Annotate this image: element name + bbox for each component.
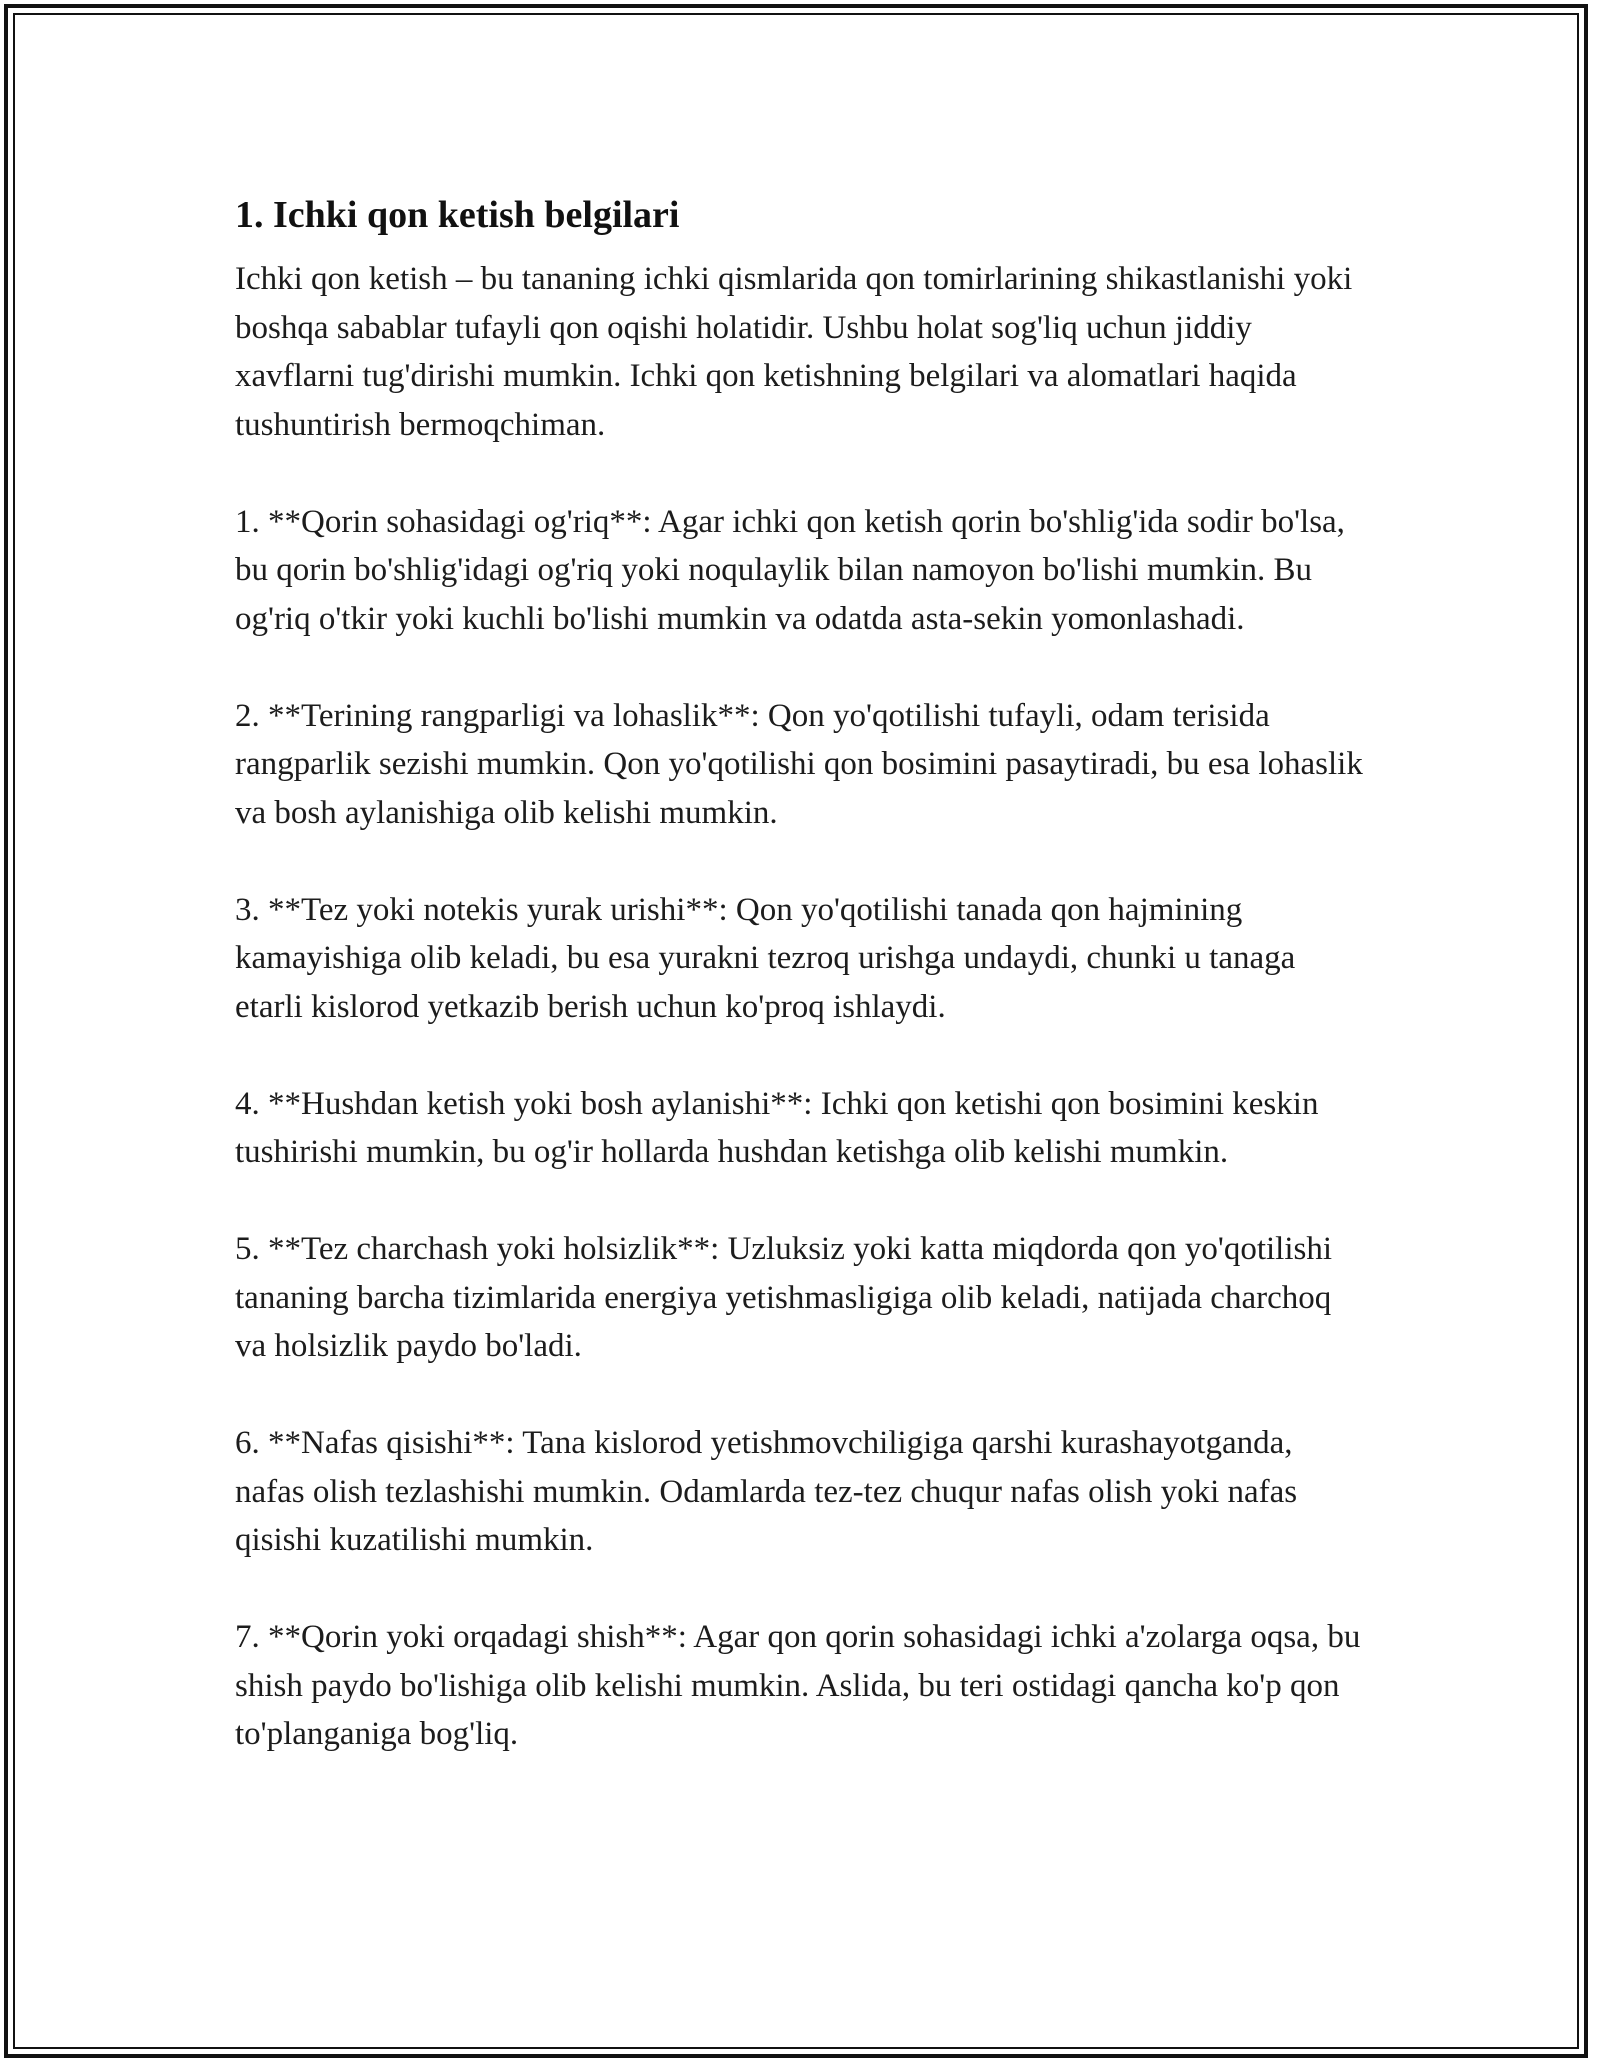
list-item: 3. **Tez yoki notekis yurak urishi**: Qon yo'qotilishi tanada qon hajmining kamayishiga olib keladi, bu esa yurakni tezroq urishga undaydi, chunki u tanaga etarli kislorod yetkazib berish uchun ko'proq ishlaydi. (235, 891, 1296, 1025)
list-item: 7. **Qorin yoki orqadagi shish**: Agar qon qorin sohasidagi ichki a'zolarga oqsa, bu shish paydo bo'lishiga olib kelishi mumkin. Aslida, bu teri ostidagi qancha ko'p qon to'planganiga bog'liq. (235, 1619, 1361, 1752)
list-item: 5. **Tez charchash yoki holsizlik**: Uzluksiz yoki katta miqdorda qon yo'qotilishi tananing barcha tizimlarida energiya yetishmasligiga olib keladi, natijada charchoq va holsizlik paydo bo'ladi. (235, 1231, 1333, 1364)
document-body (235, 185, 1370, 1807)
list-item: 2. **Terining rangparligi va lohaslik**: Qon yo'qotilishi tufayli, odam terisida rangparlik sezishi mumkin. Qon yo'qotilishi qon bosimini pasaytiradi, bu esa lohaslik va bosh aylanishiga olib kelishi mumkin. (235, 697, 1363, 831)
intro-paragraph: Ichki qon ketish – bu tananing ichki qismlarida qon tomirlarining shikastlanishi yoki boshqa sabablar tufayli qon oqishi holatidir. Ushbu holat sog'liq uchun jiddiy xavflarni tug'dirishi mumkin. Ichki qon ketishning belgilari va alomatlari haqida tushuntirish bermoqchiman. (235, 261, 1353, 443)
list-item: 6. **Nafas qisishi**: Tana kislorod yetishmovchiligiga qarshi kurashayotganda, nafas olish tezlashishi mumkin. Odamlarda tez-tez chuqur nafas olish yoki nafas qisishi kuzatilishi mumkin. (235, 1425, 1298, 1558)
list-item: 4. **Hushdan ketish yoki bosh aylanishi**: Ichki qon ketishi qon bosimini keskin tushirishi mumkin, bu og'ir hollarda hushdan ketishga olib kelishi mumkin. (235, 1085, 1319, 1170)
list-item: 1. **Qorin sohasidagi og'riq**: Agar ichki qon ketish qorin bo'shlig'ida sodir bo'lsa, bu qorin bo'shlig'idagi og'riq yoki noqulaylik bilan namoyon bo'lishi mumkin. Bu og'riq o'tkir yoki kuchli bo'lishi mumkin va odatda asta-sekin yomonlashadi. (235, 503, 1345, 637)
document-title: 1. Ichki qon ketish belgilari (235, 194, 680, 236)
